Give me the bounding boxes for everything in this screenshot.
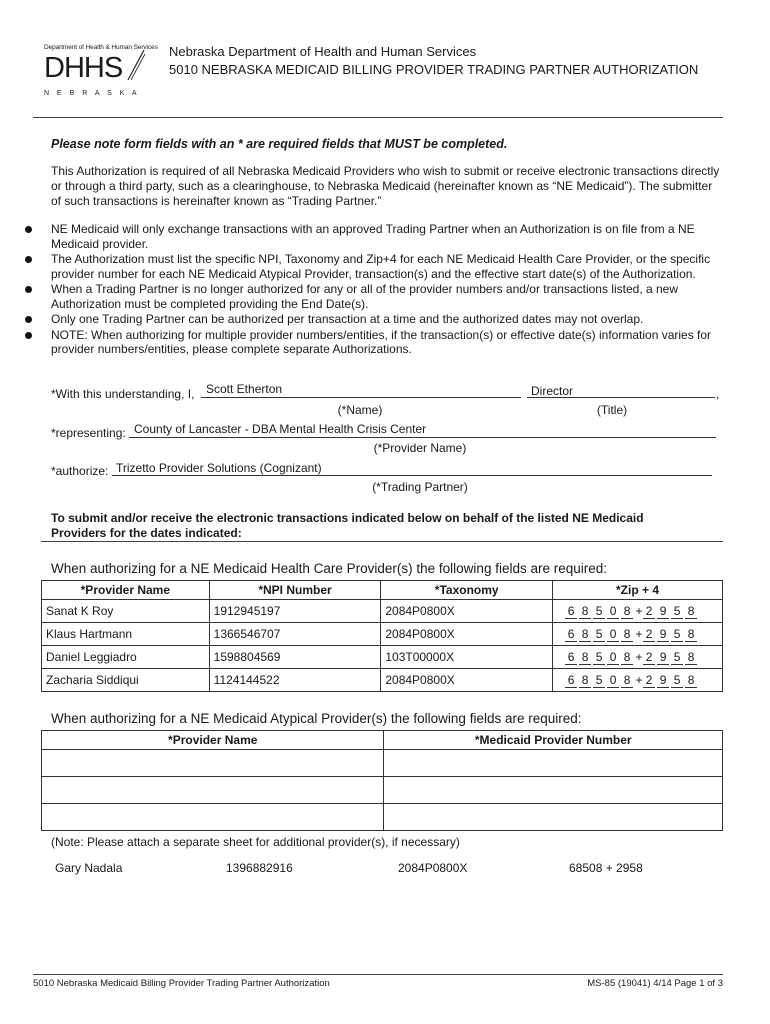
table-row <box>42 669 723 692</box>
trading-partner-value: Trizetto Provider Solutions (Cognizant) <box>116 461 322 475</box>
zip-cell[interactable]: 6 8 5 0 8 + 2 9 5 8 <box>553 669 723 692</box>
additional-provider-name: Gary Nadala <box>55 861 123 875</box>
provider-name-cell[interactable] <box>42 750 384 777</box>
table-row <box>42 804 723 831</box>
taxonomy-cell[interactable]: 103T00000X <box>381 646 553 669</box>
form-title-line2: 5010 NEBRASKA MEDICAID BILLING PROVIDER TRADING PARTNER AUTHORIZATION <box>169 62 699 77</box>
zip-cell[interactable]: 6 8 5 0 8 + 2 9 5 8 <box>553 646 723 669</box>
zip-cell[interactable]: 6 8 5 0 8 + 2 9 5 8 <box>553 623 723 646</box>
medicaid-number-cell[interactable] <box>384 777 723 804</box>
submit-divider <box>41 541 723 542</box>
footer-divider <box>33 974 723 975</box>
npi-cell[interactable]: 1124144522 <box>209 669 381 692</box>
table-header-row <box>42 581 723 600</box>
npi-cell[interactable]: 1366546707 <box>209 623 381 646</box>
provider-name-cell[interactable]: Klaus Hartmann <box>42 623 210 646</box>
health-care-heading: When authorizing for a NE Medicaid Health Care Provider(s) the following fields are required: <box>51 561 608 576</box>
table-header-row <box>42 731 723 750</box>
header-divider <box>33 117 723 118</box>
atypical-heading: When authorizing for a NE Medicaid Atypical Provider(s) the following fields are required: <box>51 711 582 726</box>
intro-paragraph: This Authorization is required of all Nebraska Medicaid Providers who wish to submit or receive electronic transactions directly or through a third party, such as a clearinghouse, to Nebraska Medicaid (hereinafter known as “NE Medicaid”). The submitter of such transactions is hereinafter known as “Trading Partner.” <box>51 164 720 208</box>
col-npi: *NPI Number <box>209 581 381 600</box>
provider-name-cell[interactable]: Sanat K Roy <box>42 600 210 623</box>
table-row <box>42 600 723 623</box>
logo-swoosh-icon <box>126 48 146 82</box>
bullet-icon <box>25 286 32 293</box>
taxonomy-cell[interactable]: 2084P0800X <box>381 623 553 646</box>
bullet-icon <box>25 256 32 263</box>
title-value: Director <box>531 384 574 398</box>
npi-cell[interactable]: 1598804569 <box>209 646 381 669</box>
provider-name-cell[interactable]: Zacharia Siddiqui <box>42 669 210 692</box>
additional-provider-npi: 1396882916 <box>226 861 293 875</box>
col-provider-name: *Provider Name <box>42 731 384 750</box>
provider-name-caption: (*Provider Name) <box>373 441 467 455</box>
footer-form-title: 5010 Nebraska Medicaid Billing Provider Trading Partner Authorization <box>33 978 330 989</box>
dhhs-logo <box>44 44 158 100</box>
name-caption: (*Name) <box>337 403 383 417</box>
medicaid-number-cell[interactable] <box>384 804 723 831</box>
attach-note: (Note: Please attach a separate sheet for additional provider(s), if necessary) <box>51 835 460 849</box>
logo-main-text: DHHS <box>44 52 123 84</box>
health-care-table <box>41 580 723 692</box>
provider-name-value: County of Lancaster - DBA Mental Health Crisis Center <box>134 422 427 436</box>
understanding-prefix: *With this understanding, I, <box>51 387 195 401</box>
provider-name-cell[interactable]: Daniel Leggiadro <box>42 646 210 669</box>
col-provider-name: *Provider Name <box>42 581 210 600</box>
authorize-label: *authorize: <box>51 464 109 478</box>
required-fields-notice: Please note form fields with an * are required fields that MUST be completed. <box>51 137 508 151</box>
list-item: When a Trading Partner is no longer authorized for any or all of the provider numbers and/or transactions listed, a new Authorization must be completed providing the End Date(s). <box>23 282 723 311</box>
additional-provider-zip: 68508 + 2958 <box>569 861 643 875</box>
representing-label: *representing: <box>51 426 126 440</box>
table-row <box>42 750 723 777</box>
table-row <box>42 777 723 804</box>
table-row <box>42 623 723 646</box>
taxonomy-cell[interactable]: 2084P0800X <box>381 669 553 692</box>
bullet-icon <box>25 316 32 323</box>
list-item: NE Medicaid will only exchange transactions with an approved Trading Partner when an Authorization is on file from a NE Medicaid provider. <box>23 222 723 251</box>
col-medicaid-number: *Medicaid Provider Number <box>384 731 723 750</box>
provider-name-cell[interactable] <box>42 804 384 831</box>
footer-page-info: MS-85 (19041) 4/14 Page 1 of 3 <box>587 978 723 989</box>
col-zip: *Zip + 4 <box>553 581 723 600</box>
atypical-table <box>41 730 723 831</box>
logo-dept-text: Department of Health & Human Services <box>44 44 158 51</box>
medicaid-number-cell[interactable] <box>384 750 723 777</box>
col-taxonomy: *Taxonomy <box>381 581 553 600</box>
title-caption: (Title) <box>596 403 628 417</box>
form-title-line1: Nebraska Department of Health and Human Services <box>169 44 477 59</box>
additional-provider-taxonomy: 2084P0800X <box>398 861 468 875</box>
list-item: Only one Trading Partner can be authorized per transaction at a time and the authorized dates may not overlap. <box>23 312 723 327</box>
bullet-icon <box>25 332 32 339</box>
table-row <box>42 646 723 669</box>
logo-state-text: N E B R A S K A <box>44 90 140 97</box>
submit-note: To submit and/or receive the electronic transactions indicated below on behalf of the listed NE Medicaid Providers for the dates indicated: <box>51 511 644 540</box>
comma: , <box>716 387 720 401</box>
list-item: NOTE: When authorizing for multiple provider numbers/entities, if the transaction(s) or effective date(s) information varies for provider numbers/entities, please complete separate Authorizations. <box>23 328 723 357</box>
name-value: Scott Etherton <box>206 382 283 396</box>
npi-cell[interactable]: 1912945197 <box>209 600 381 623</box>
zip-cell[interactable]: 6 8 5 0 8 + 2 9 5 8 <box>553 600 723 623</box>
trading-partner-caption: (*Trading Partner) <box>372 480 468 494</box>
provider-name-cell[interactable] <box>42 777 384 804</box>
taxonomy-cell[interactable]: 2084P0800X <box>381 600 553 623</box>
rules-list <box>23 222 723 358</box>
bullet-icon <box>25 226 32 233</box>
list-item: The Authorization must list the specific NPI, Taxonomy and Zip+4 for each NE Medicaid Health Care Provider, or the specific provider number for each NE Medicaid Atypical Provider, transaction(s) and the effective start date(s) of the Authorization. <box>23 252 723 281</box>
